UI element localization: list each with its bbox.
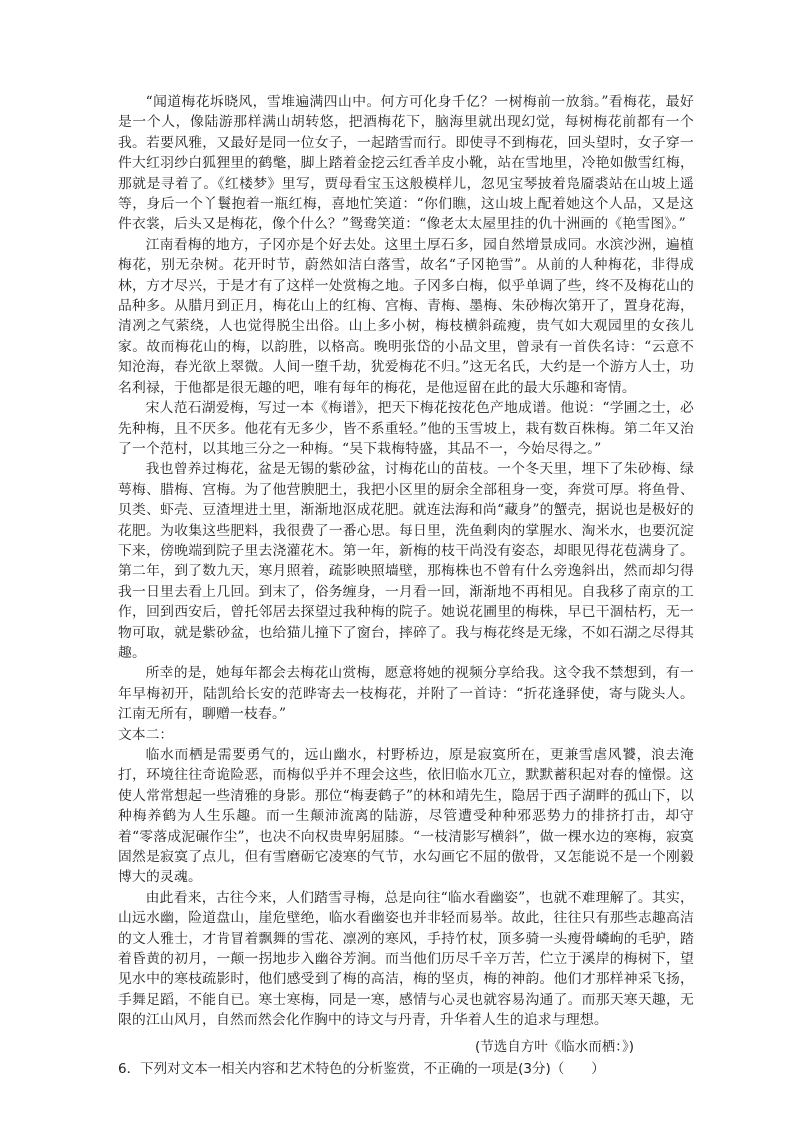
- source-citation: (节选自方叶《临水而栖：》): [474, 1038, 634, 1055]
- text1-paragraph-4: 我也曾养过梅花，盆是无锡的紫砂盆，讨梅花山的苗枝。一个冬天里，埋下了朱砂梅、绿萼梅、腊梅、宫梅。为了他营腴肥土，我把小区里的厨余全部租身一变，奔赏可厚。将鱼骨、贝类、虾壳、豆渣埋进土里，渐渐地沤成花肥。就连法海和尚“藏身”的蟹壳，据说也是极好的花肥。为收集这些肥料，我很费了一番心思。每日里，洗鱼剩肉的掌腥水、淘米水，也要沉淀下来，傍晚端到院子里去浇灌花木。第一年，新梅的枝干尚没有姿态，却眼见得花苞满身了。第二年，到了数九天，寒月照着，疏影映照墙壁，那梅株也不曾有什么旁逸斜出，然而却匀得我一日里去看上几回。到末了，俗务缠身，一月看一回，渐渐地不再相见。自我移了南京的工作，回到西安后，曾托邻居去探望过我种梅的院子。她说花圃里的梅株，早已干涸枯朽，无一物可取，就是紫砂盆，也给猫儿撞下了窗台，摔碎了。我与梅花终是无缘，不如石湖之尽得其趣。: [118, 461, 694, 661]
- question-6: 6．下列对文本一相关内容和艺术特色的分析鉴赏，不正确的一项是(3分)（ ）: [118, 1060, 605, 1077]
- text2-paragraph-2: 由此看来，古往今来，人们踏雪寻梅，总是向往“临水看幽姿”，也就不难理解了。其实，山远水幽，险道盘山，崖危壁绝，临水看幽姿也并非轻而易举。故此，往往只有那些志趣高洁的文人雅士，才肯冒着飘舞的雪花、凛冽的寒风，手持竹杖，顶多骑一头瘦骨嶙峋的毛驴，踏着昏黄的初月，一颠一拐地步入幽谷芳涧。而当他们历尽千辛万苦，伫立于溪岸的梅树下，望见水中的寒枝疏影时，他们感受到了梅的高洁，梅的坚贞，梅的神韵。他们才那样神采飞扬，手舞足蹈，不能自已。寒士寒梅，同是一寒，感情与心灵也就容易沟通了。而那天寒天趣，无限的江山风月，自然而然会化作胸中的诗文与丹青，升华着人生的追求与理想。: [118, 889, 694, 1029]
- text2-paragraph-1: 临水而栖是需要勇气的，远山幽水，村野桥边，原是寂寞所在，更兼雪虐风饕，浪去淹打，环境往往奇诡险恶，而梅似乎并不理会这些，依旧临水兀立，默默蓄积起对春的憧憬。这使人常常想起一些清雅的身影。那位“梅妻鹤子”的林和靖先生，隐居于西子湖畔的孤山下，以种梅养鹤为人生乐趣。而一生颠沛流离的陆游，尽管遭受种种邪恶势力的排挤打击，却守着“零落成泥碾作尘”，也决不向权贵卑躬屈膝。“一枝清影写横斜”，做一棵水边的寒梅，寂寞固然是寂寞了点儿，但有雪磨砺它凌寒的气节，水勾画它不屈的傲骨，又怎能说不是一个刚毅博大的灵魂。: [118, 747, 694, 886]
- text1-section: [118, 92, 694, 725]
- text1-paragraph-3: 宋人范石湖爱梅，写过一本《梅谱》，把天下梅花按花色产地成谱。他说：“学圃之士，必先种梅，且不厌多。他花有无多少，皆不系重轻。”他的玉雪坡上，栽有数百株梅。第二年又治了一个范村，以其地三分之一种梅。“吴下栽梅特盛，其品不一，今始尽得之。”: [118, 400, 694, 457]
- text2-section: [118, 725, 694, 1057]
- text1-paragraph-1: “闻道梅花坼晓风，雪堆遍满四山中。何方可化身千亿？一树梅前一放翁。”看梅花，最好是一个人，像陆游那样满山胡转悠，把酒梅花下，脑海里就出现幻觉，每树梅花前都有一个我。若要风雅，又最好是同一位女子，一起踏雪而行。即使寻不到梅花，回头望时，女子穿一件大红羽纱白狐狸里的鹤氅，脚上踏着金挖云红香羊皮小靴，站在雪地里，冷艳如傲雪红梅，那就是寻着了。《红楼梦》里写，贾母看宝玉这般模样儿，忽见宝琴披着凫靥裘站在山坡上遥等，身后一个丫鬟抱着一瓶红梅，喜地忙笑道：“你们瞧，这山坡上配着她这个人品，又是这件衣裳，后头又是梅花，像个什么？”鸳鸯笑道：“像老太太屋里挂的仇十洲画的《艳雪图》。”: [118, 94, 694, 233]
- text1-paragraph-2: 江南看梅的地方，子冈亦是个好去处。这里土厚石多，园自然增景成同。水滨沙洲，遍植梅花，别无杂树。花开时节，蔚然如洁白落雪，故名“子冈艳雪”。从前的人种梅花，非得成林，方才尽兴，于是才有了这样一处赏梅之地。子冈多白梅，似乎单调了些，终不及梅花山的品种多。从腊月到正月，梅花山上的红梅、宫梅、青梅、墨梅、朱砂梅次第开了，置身花海，清冽之气萦绕，人也觉得脱尘出俗。山上多小树，梅枝横斜疏瘦，贵气如大观园里的女孩儿家。故而梅花山的梅，以韵胜，以格高。晚明张岱的小品文里，曾录有一首佚名诗：“云意不知沧海，春光欲上翠微。人间一堕千劫，犹爱梅花不归。”这无名氏，大约是一个游方人士，功名利禄，于他都是很无趣的吧，唯有每年的梅花，是他逗留在此的最大乐趣和寄情。: [118, 236, 694, 396]
- text1-paragraph-5: 所幸的是，她每年都会去梅花山赏梅，愿意将她的视频分享给我。这令我不禁想到，有一年早梅初开，陆凯给长安的范晔寄去一枝梅花，并附了一首诗：“折花逢驿使，寄与陇头人。江南无所有，聊赠一枝春。”: [118, 665, 694, 723]
- document-page: [118, 92, 694, 1079]
- text2-heading: 文本二：: [118, 726, 174, 743]
